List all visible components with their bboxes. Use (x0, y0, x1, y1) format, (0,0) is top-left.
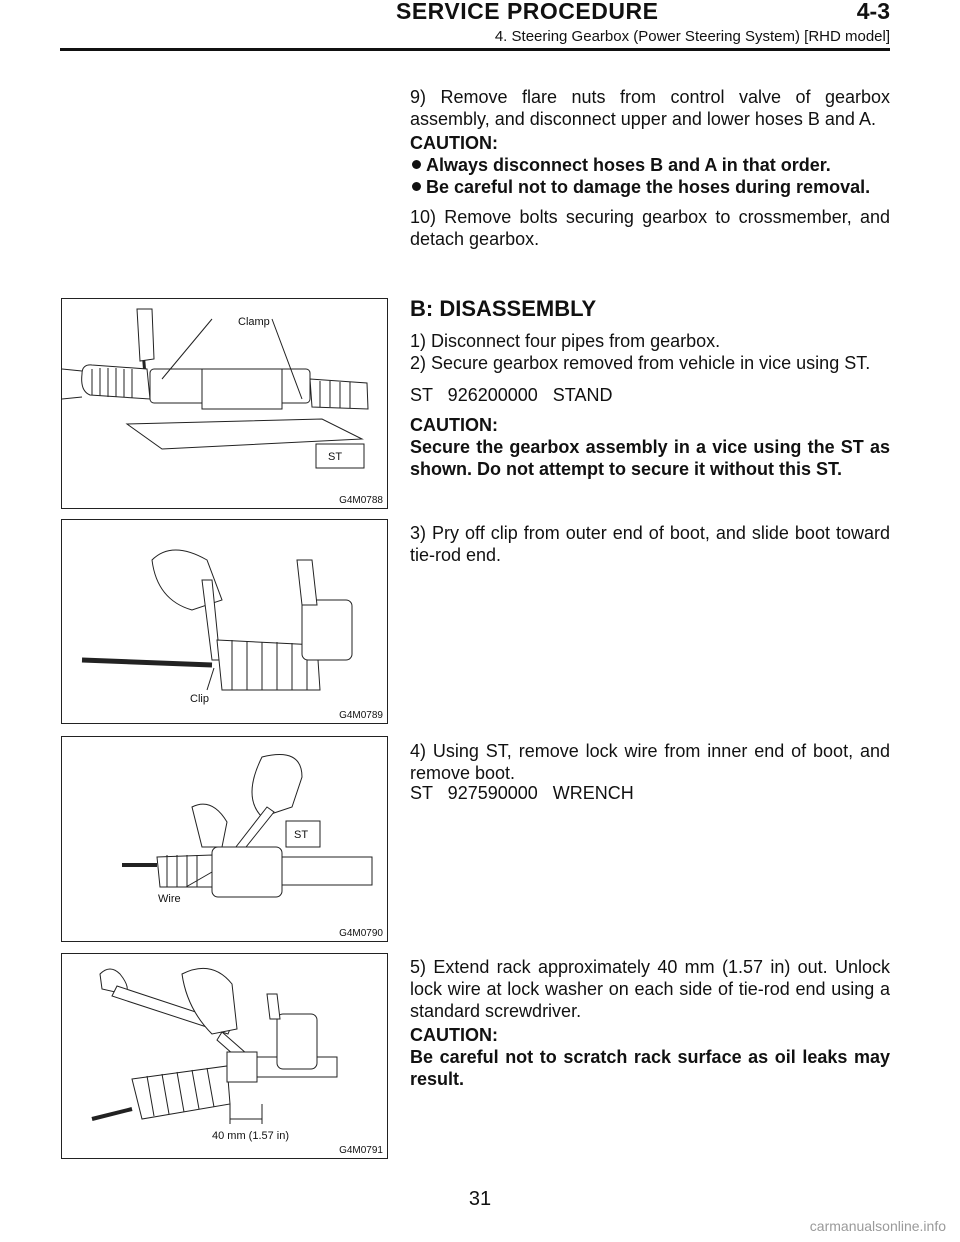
header-rule (60, 48, 890, 51)
special-tool-line: ST 926200000 STAND (410, 385, 613, 405)
step-3: 3) Pry off clip from outer end of boot, and slide boot toward tie-rod end. (410, 523, 890, 565)
caution-label: CAUTION: (410, 133, 498, 153)
caution-bullet: Be careful not to damage the hoses during removal. (410, 176, 890, 198)
figure-gearbox-in-stand (61, 298, 388, 509)
figure-pry-off-clip (61, 519, 388, 724)
caution-label: CAUTION: (410, 415, 498, 435)
figure-id: G4M0790 (339, 928, 383, 939)
step-4: 4) Using ST, remove lock wire from inner end of boot, and remove boot. (410, 741, 890, 783)
rack-extension-illustration (62, 954, 387, 1158)
gearbox-illustration (62, 299, 387, 508)
figure-label: ST (294, 829, 309, 841)
page-header-title: SERVICE PROCEDURE (396, 0, 659, 24)
step-9: 9) Remove flare nuts from control valve of gearbox assembly, and disconnect upper and lower hoses B and A. (410, 87, 890, 129)
special-tool-line: ST 927590000 WRENCH (410, 783, 634, 803)
section-heading: B: DISASSEMBLY (410, 296, 597, 321)
page-header-subtitle: 4. Steering Gearbox (Power Steering System) [RHD model] (494, 28, 890, 45)
figure-id: G4M0789 (339, 710, 383, 721)
figure-label: Wire (158, 893, 181, 905)
step-10: 10) Remove bolts securing gearbox to crossmember, and detach gearbox. (410, 207, 890, 249)
figure-id: G4M0791 (339, 1145, 383, 1156)
figure-id: G4M0788 (339, 495, 383, 506)
figure-label: Clamp (238, 316, 270, 328)
lock-wire-illustration (62, 737, 387, 941)
figure-label: 40 mm (1.57 in) (212, 1130, 290, 1142)
step-1: 1) Disconnect four pipes from gearbox. (410, 331, 721, 351)
caution-label: CAUTION: (410, 1025, 498, 1045)
page-number: 31 (468, 1188, 492, 1210)
figure-label: Clip (190, 693, 209, 705)
step-2: 2) Secure gearbox removed from vehicle in vice using ST. (410, 353, 871, 373)
caution-text: Be careful not to scratch rack surface as oil leaks may result. (410, 1047, 890, 1089)
figure-label: ST (328, 451, 343, 463)
clip-removal-illustration (62, 520, 387, 723)
figure-remove-lock-wire (61, 736, 388, 942)
section-number: 4-3 (856, 0, 890, 24)
caution-bullets (410, 154, 890, 198)
step-5: 5) Extend rack approximately 40 mm (1.57 in) out. Unlock lock wire at lock washer on each side of tie-rod end using a standard screwdriver. (410, 957, 890, 1021)
caution-bullet: Always disconnect hoses B and A in that order. (410, 154, 890, 176)
caution-text: Secure the gearbox assembly in a vice using the ST as shown. Do not attempt to secure it without this ST. (410, 437, 890, 479)
figure-extend-rack (61, 953, 388, 1159)
watermark: carmanualsonline.info (809, 1218, 946, 1234)
